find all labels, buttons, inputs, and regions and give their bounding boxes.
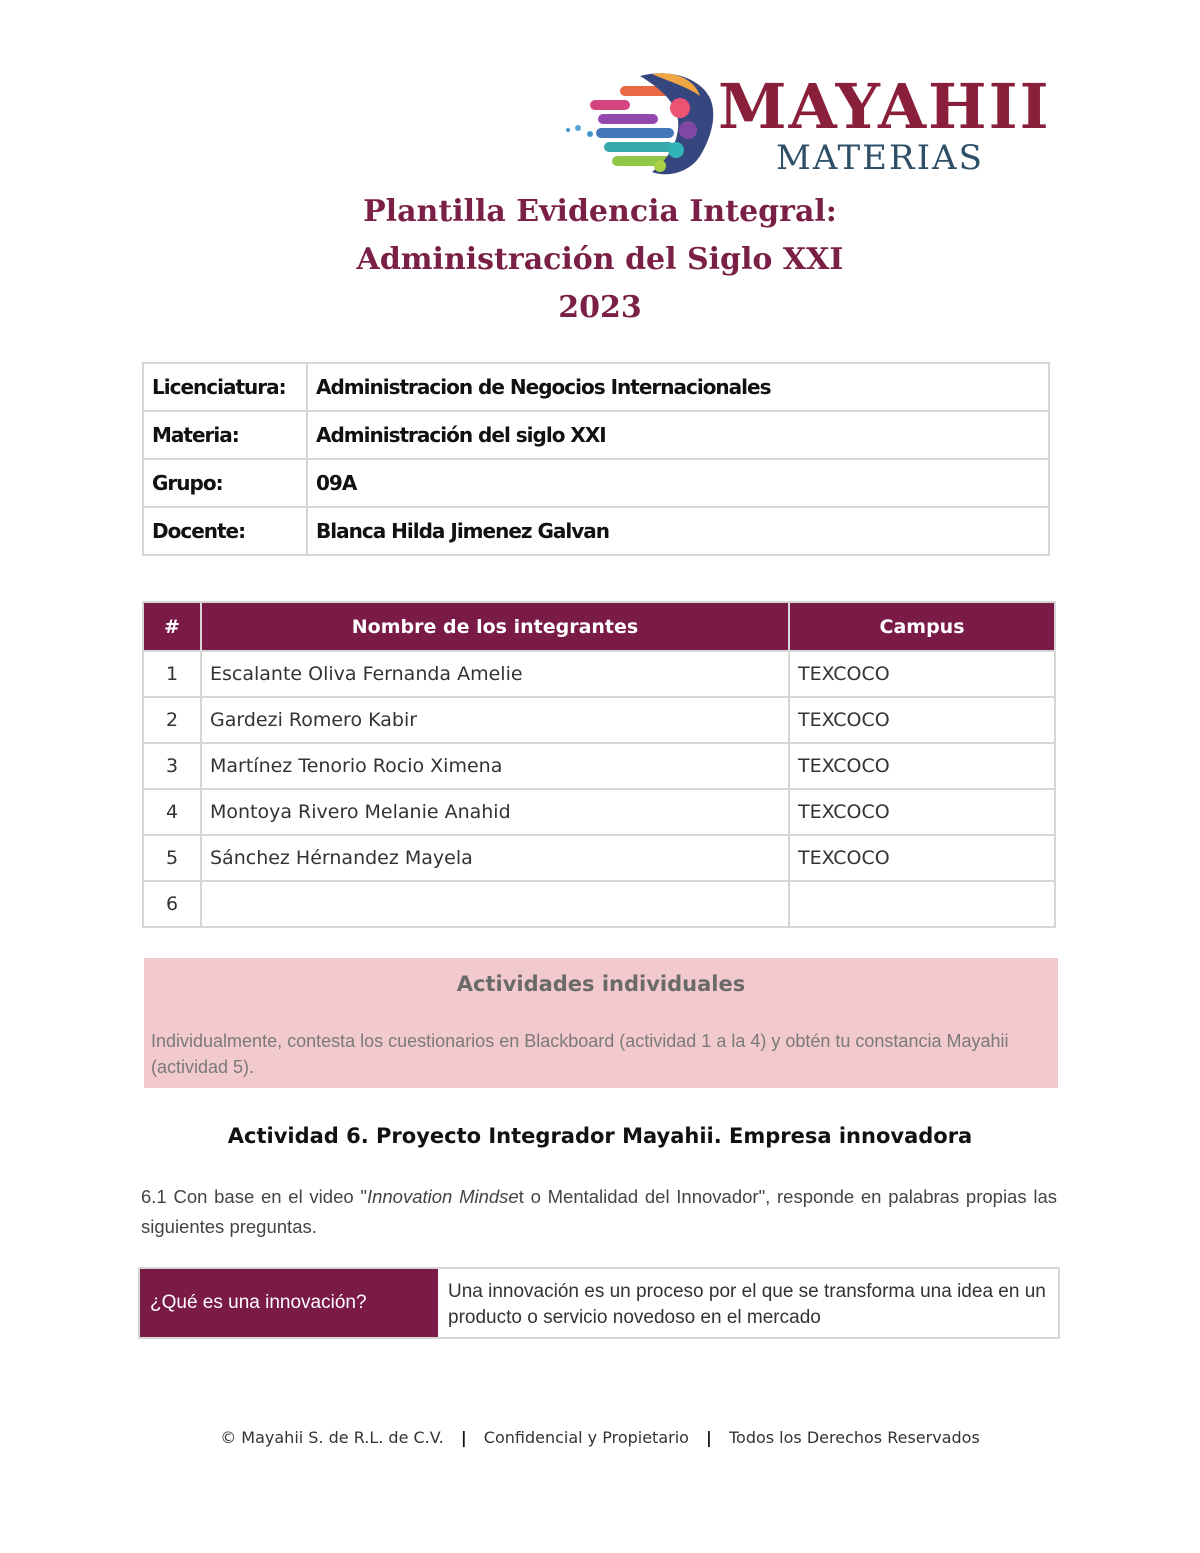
header-campus: Campus xyxy=(789,602,1055,651)
table-row xyxy=(143,881,1055,927)
member-number: 1 xyxy=(143,651,201,697)
info-value: Blanca Hilda Jimenez Galvan xyxy=(307,507,1049,555)
footer-separator: | xyxy=(460,1428,467,1447)
member-campus: TEXCOCO xyxy=(789,789,1055,835)
course-info-table xyxy=(142,362,1050,556)
member-campus xyxy=(789,881,1055,927)
footer-confidential: Confidencial y Propietario xyxy=(483,1428,689,1447)
answer-cell: Una innovación es un proceso por el que se transforma una idea en un producto o servicio novedoso en el mercado xyxy=(448,1281,1046,1328)
member-campus: TEXCOCO xyxy=(789,743,1055,789)
individual-activities-box xyxy=(144,958,1058,1088)
info-label: Licenciatura: xyxy=(143,363,307,411)
page-footer xyxy=(0,1428,1200,1447)
footer-rights: Todos los Derechos Reservados xyxy=(728,1428,980,1447)
info-row xyxy=(143,363,1049,411)
footer-copyright: © Mayahii S. de R.L. de C.V. xyxy=(220,1428,444,1447)
member-campus: TEXCOCO xyxy=(789,697,1055,743)
member-name xyxy=(201,881,789,927)
info-value: Administracion de Negocios Internacionales xyxy=(307,363,1049,411)
member-name: Martínez Tenorio Rocio Ximena xyxy=(201,743,789,789)
footer-separator: | xyxy=(706,1428,712,1447)
members-header-row xyxy=(143,602,1055,651)
table-row xyxy=(143,651,1055,697)
info-label: Materia: xyxy=(143,411,307,459)
info-row xyxy=(143,459,1049,507)
member-number: 6 xyxy=(143,881,201,927)
members-table xyxy=(142,601,1056,928)
member-name: Gardezi Romero Kabir xyxy=(201,697,789,743)
info-row xyxy=(143,507,1049,555)
info-label: Docente: xyxy=(143,507,307,555)
intro-text: 6.1 Con base en el video " xyxy=(141,1186,367,1207)
table-row xyxy=(143,697,1055,743)
question-answer-table xyxy=(138,1267,1060,1339)
activities-heading: Actividades individuales xyxy=(456,972,746,996)
activities-description: Individualmente, contesta los cuestionarios en Blackboard (actividad 1 a la 4) y obtén tu constancia Mayahii (actividad 5). xyxy=(151,1031,1009,1077)
info-label: Grupo: xyxy=(143,459,307,507)
info-value: Administración del siglo XXI xyxy=(307,411,1049,459)
document-title-year: 2023 xyxy=(558,290,642,325)
document-title-line2: Administración del Siglo XXI xyxy=(356,242,844,277)
member-number: 3 xyxy=(143,743,201,789)
intro-video-title: Innovation Mindse xyxy=(366,1186,519,1207)
table-row xyxy=(143,789,1055,835)
member-number: 2 xyxy=(143,697,201,743)
question-cell: ¿Qué es una innovación? xyxy=(140,1269,438,1337)
activity6-heading: Actividad 6. Proyecto Integrador Mayahii. Empresa innovadora xyxy=(227,1124,973,1148)
info-value: 09A xyxy=(307,459,1049,507)
brand-subtitle: MATERIAS xyxy=(776,138,984,178)
member-name: Montoya Rivero Melanie Anahid xyxy=(201,789,789,835)
header-name: Nombre de los integrantes xyxy=(201,602,789,651)
document-title-line1: Plantilla Evidencia Integral: xyxy=(363,194,837,229)
member-campus: TEXCOCO xyxy=(789,835,1055,881)
info-row xyxy=(143,411,1049,459)
activity6-intro xyxy=(141,1182,1057,1242)
member-campus: TEXCOCO xyxy=(789,651,1055,697)
member-name: Sánchez Hérnandez Mayela xyxy=(201,835,789,881)
member-number: 5 xyxy=(143,835,201,881)
table-row xyxy=(143,835,1055,881)
brand-wordmark: MAYAHII xyxy=(718,70,1051,143)
intro-text-rest: t o Mentalidad del Innovador", responde en palabras propias las siguientes preguntas. xyxy=(141,1186,1057,1237)
member-number: 4 xyxy=(143,789,201,835)
member-name: Escalante Oliva Fernanda Amelie xyxy=(201,651,789,697)
header-number: # xyxy=(143,602,201,651)
table-row xyxy=(143,743,1055,789)
